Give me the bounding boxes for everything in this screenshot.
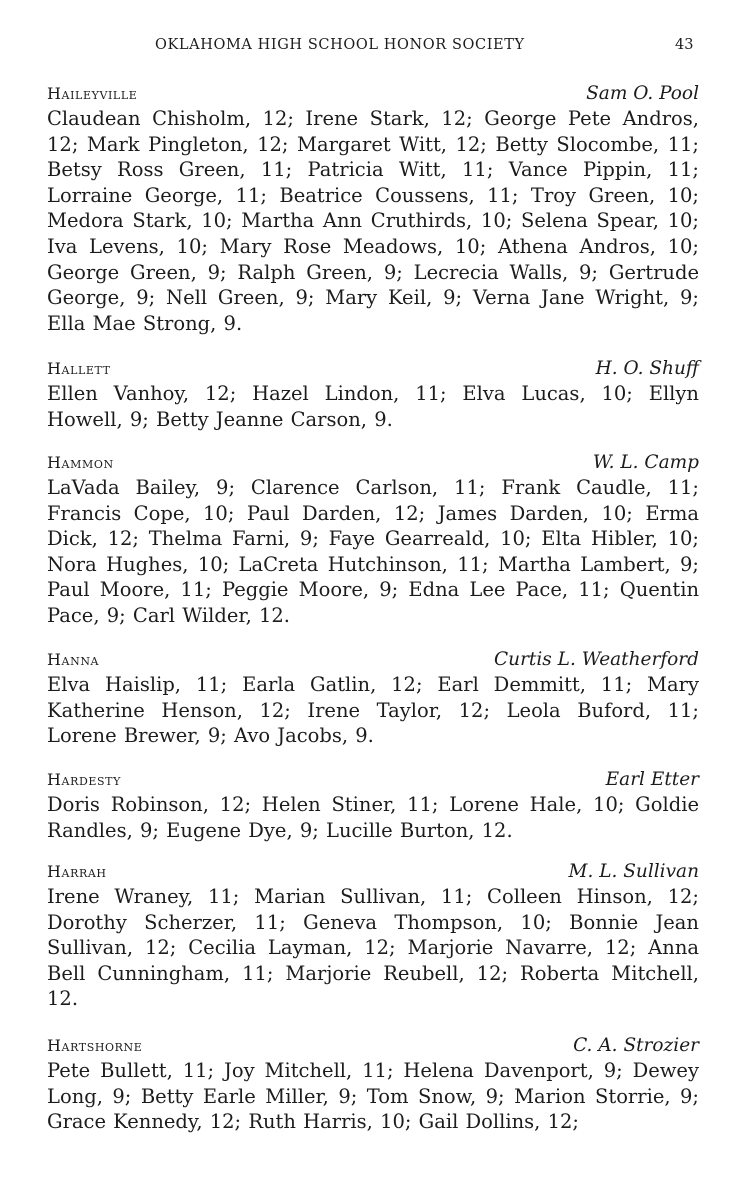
sponsor-name: H. O. Shuff — [595, 358, 699, 379]
school-section-haileyville — [47, 80, 699, 336]
member-list: Claudean Chisholm, 12; Irene Stark, 12; George Pete Andros, 12; Mark Pingleton, 12; Margaret Witt, 12; Betty Slocombe, 11; Betsy Ross Green, 11; Patricia Witt, 11; Vance Pippin, 11; Lorraine George, 11; Beatrice Coussens, 11; Troy Green, 10; Medora Stark, 10; Martha Ann Cruthirds, 10; Selena Spear, 10; Iva Levens, 10; Mary Rose Meadows, 10; Athena Andros, 10; George Green, 9; Ralph Green, 9; Lecrecia Walls, 9; Gertrude George, 9; Nell Green, 9; Mary Keil, 9; Verna Jane Wright, 9; Ella Mae Strong, 9. — [47, 107, 699, 335]
section-heading — [47, 449, 699, 475]
section-heading — [47, 1032, 699, 1058]
school-name: Harrah — [47, 862, 107, 881]
school-name: Hallett — [47, 359, 111, 378]
school-name: Hammon — [47, 453, 114, 472]
school-section-harrah — [47, 858, 699, 1012]
school-section-hanna — [47, 646, 699, 749]
section-heading — [47, 80, 699, 106]
sponsor-name: Curtis L. Weatherford — [494, 649, 699, 670]
school-name: Hardesty — [47, 770, 121, 789]
sponsor-name: C. A. Strozier — [573, 1035, 699, 1056]
page-number: 43 — [675, 37, 694, 53]
sponsor-name: M. L. Sullivan — [568, 861, 699, 882]
school-section-hallett — [47, 355, 699, 432]
school-section-hardesty — [47, 766, 699, 843]
school-name: Haileyville — [47, 84, 138, 103]
school-name: Hartshorne — [47, 1036, 143, 1055]
sponsor-name: W. L. Camp — [592, 452, 699, 473]
member-list: LaVada Bailey, 9; Clarence Carlson, 11; Frank Caudle, 11; Francis Cope, 10; Paul Darden, 12; James Darden, 10; Erma Dick, 12; Thelma Farni, 9; Faye Gearreald, 10; Elta Hibler, 10; Nora Hughes, 10; LaCreta Hutchinson, 11; Martha Lambert, 9; Paul Moore, 11; Peggie Moore, 9; Edna Lee Pace, 11; Quentin Pace, 9; Carl Wilder, 12. — [47, 476, 699, 627]
school-name: Hanna — [47, 650, 100, 669]
member-list: Irene Wraney, 11; Marian Sullivan, 11; Colleen Hinson, 12; Dorothy Scherzer, 11; Geneva Thompson, 10; Bonnie Jean Sullivan, 12; Cecilia Layman, 12; Marjorie Navarre, 12; Anna Bell Cunningham, 11; Marjorie Reubell, 12; Roberta Mitchell, 12. — [47, 885, 699, 1011]
running-title: OKLAHOMA HIGH SCHOOL HONOR SOCIETY — [155, 37, 525, 53]
member-list: Elva Haislip, 11; Earla Gatlin, 12; Earl Demmitt, 11; Mary Katherine Henson, 12; Irene Taylor, 12; Leola Buford, 11; Lorene Brewer, 9; Avo Jacobs, 9. — [47, 673, 699, 748]
school-section-hammon — [47, 449, 699, 629]
member-list: Ellen Vanhoy, 12; Hazel Lindon, 11; Elva Lucas, 10; Ellyn Howell, 9; Betty Jeanne Carson, 9. — [47, 382, 699, 431]
section-heading — [47, 858, 699, 884]
sponsor-name: Sam O. Pool — [586, 83, 699, 104]
section-heading — [47, 766, 699, 792]
section-heading — [47, 355, 699, 381]
member-list: Doris Robinson, 12; Helen Stiner, 11; Lorene Hale, 10; Goldie Randles, 9; Eugene Dye, 9; Lucille Burton, 12. — [47, 793, 699, 842]
section-heading — [47, 646, 699, 672]
member-list: Pete Bullett, 11; Joy Mitchell, 11; Helena Davenport, 9; Dewey Long, 9; Betty Earle Miller, 9; Tom Snow, 9; Marion Storrie, 9; Grace Kennedy, 12; Ruth Harris, 10; Gail Dollins, 12; — [47, 1059, 699, 1134]
school-section-hartshorne — [47, 1032, 699, 1135]
sponsor-name: Earl Etter — [605, 769, 699, 790]
